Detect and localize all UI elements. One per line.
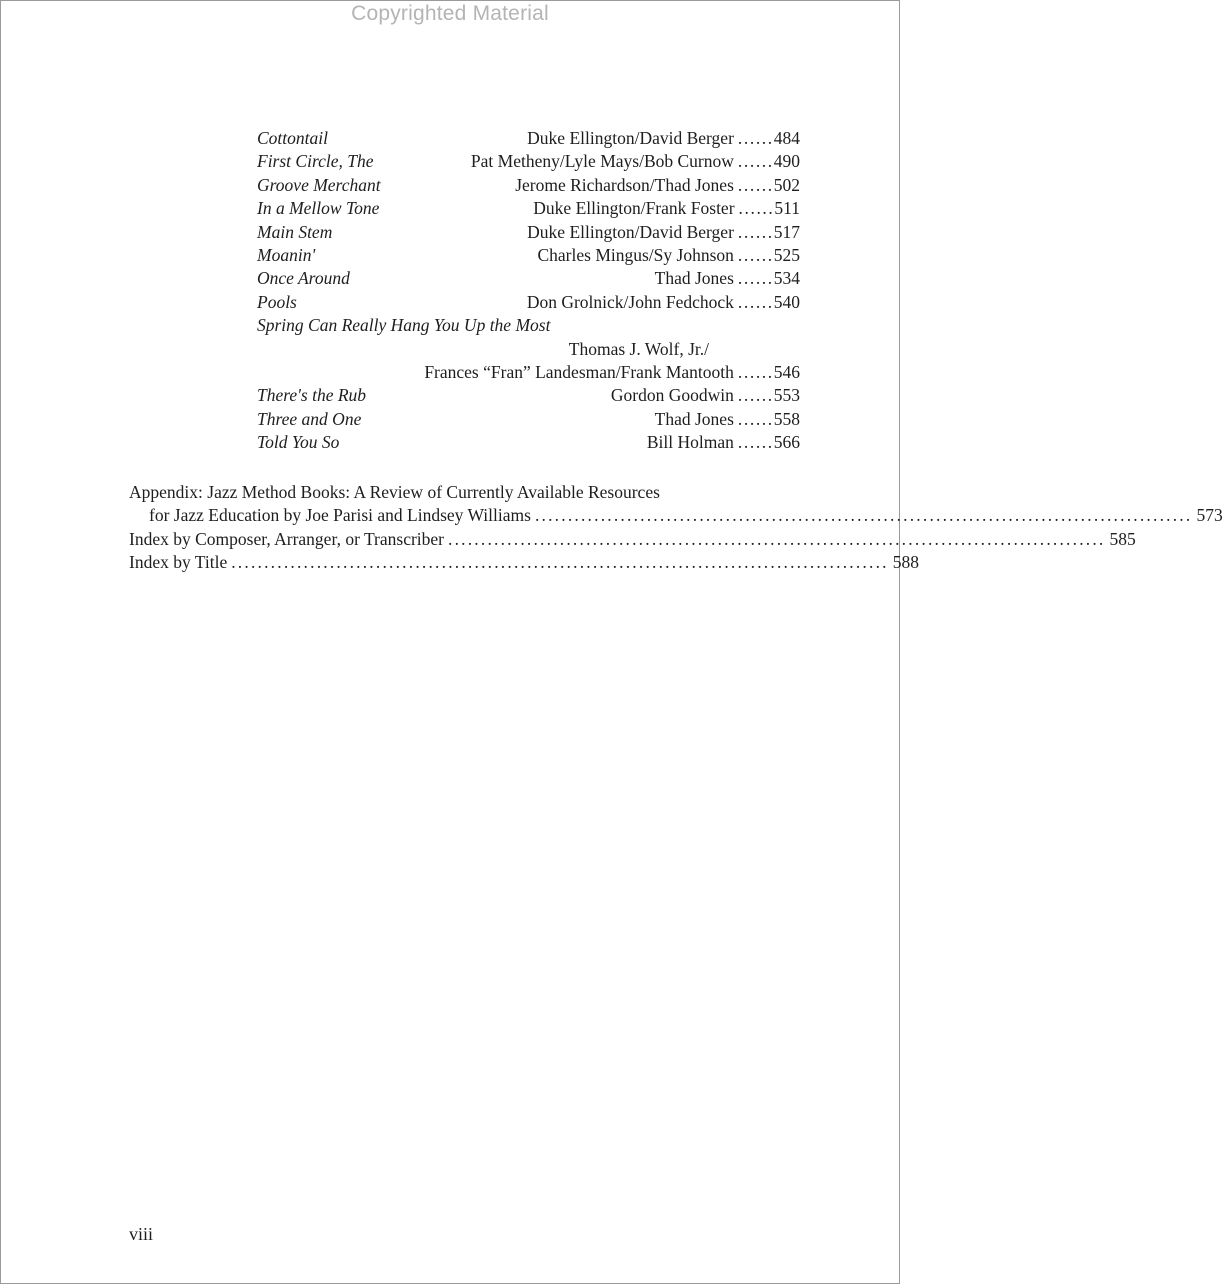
- entry-leader: ......: [737, 221, 774, 242]
- entry-page: 558: [773, 408, 800, 429]
- toc-entry[interactable]: [257, 408, 800, 431]
- entry-leader: ......: [737, 174, 774, 195]
- entry-page: 511: [774, 198, 800, 219]
- entry-page: 525: [773, 244, 800, 265]
- entry-leader: ......: [738, 198, 775, 219]
- entry-composer: Jerome Richardson/Thad Jones: [515, 174, 734, 195]
- entry-title: Three and One: [257, 408, 362, 429]
- entry-page: 502: [773, 174, 800, 195]
- appendix-title-line-2: for Jazz Education by Joe Parisi and Lindsey Williams: [149, 505, 531, 526]
- index-composer-title: Index by Composer, Arranger, or Transcriber: [129, 528, 444, 549]
- index-title-entry[interactable]: [129, 551, 919, 574]
- entry-leader: ......: [737, 268, 774, 289]
- toc-entry[interactable]: [257, 127, 800, 150]
- entry-page: 490: [773, 151, 800, 172]
- entry-title: Main Stem: [257, 221, 333, 242]
- entry-page: 546: [773, 361, 800, 382]
- entry-title: In a Mellow Tone: [257, 198, 380, 219]
- appendix-leader: ....................................................................................................: [534, 505, 1193, 526]
- appendix-entry[interactable]: [129, 481, 1223, 528]
- entry-composer: Charles Mingus/Sy Johnson: [537, 244, 734, 265]
- entry-page: 534: [773, 268, 800, 289]
- entry-title: Once Around: [257, 268, 350, 289]
- entry-title: Groove Merchant: [257, 174, 381, 195]
- page-folio: viii: [129, 1224, 154, 1244]
- entry-title: Moanin': [257, 244, 316, 265]
- toc-entry-multiline[interactable]: [257, 314, 800, 384]
- entry-title: Pools: [257, 291, 297, 312]
- index-title-leader: ....................................................................................................: [231, 552, 889, 573]
- index-composer-entry[interactable]: [129, 528, 1136, 551]
- toc-entry[interactable]: [257, 431, 800, 454]
- entry-leader: ......: [737, 128, 774, 148]
- entry-composer-line-2: Frances “Fran” Landesman/Frank Mantooth: [424, 361, 734, 382]
- index-title-title: Index by Title: [129, 552, 228, 573]
- entry-composer: Bill Holman: [646, 432, 734, 453]
- index-composer-leader: ....................................................................................................: [448, 528, 1106, 549]
- entry-leader: ......: [737, 151, 774, 172]
- index-composer-page: 585: [1109, 528, 1136, 549]
- entry-composer: Pat Metheny/Lyle Mays/Bob Curnow: [470, 151, 734, 172]
- back-matter: [129, 481, 1223, 575]
- entry-composer: Gordon Goodwin: [610, 385, 734, 406]
- entry-composer: Duke Ellington/Frank Foster: [533, 198, 735, 219]
- appendix-page: 573: [1196, 505, 1223, 526]
- entry-title: There's the Rub: [257, 385, 367, 406]
- entry-page: 553: [773, 385, 800, 406]
- appendix-title-line-1: Appendix: Jazz Method Books: A Review of Currently Available Resources: [129, 482, 660, 502]
- toc-entry[interactable]: [257, 267, 800, 290]
- index-title-page: 588: [892, 552, 919, 573]
- entry-leader: ......: [737, 361, 774, 382]
- toc-entry[interactable]: [257, 150, 800, 173]
- entry-page: 540: [773, 291, 800, 312]
- entry-leader: ......: [737, 385, 774, 406]
- entry-composer: Duke Ellington/David Berger: [527, 128, 734, 148]
- entry-title: Cottontail: [257, 128, 328, 148]
- entry-leader: ......: [737, 408, 774, 429]
- entry-composer: Don Grolnick/John Fedchock: [526, 291, 734, 312]
- entry-composer: Thad Jones: [654, 268, 734, 289]
- toc-entry[interactable]: [257, 221, 800, 244]
- entry-page: 517: [773, 221, 800, 242]
- entry-page: 484: [773, 128, 800, 148]
- toc-entry[interactable]: [257, 174, 800, 197]
- entry-page: 566: [773, 432, 800, 453]
- entry-composer: Duke Ellington/David Berger: [527, 221, 734, 242]
- entry-title: Spring Can Really Hang You Up the Most: [257, 315, 551, 336]
- toc-entry[interactable]: [257, 197, 800, 220]
- entry-leader: ......: [737, 291, 774, 312]
- entry-title: First Circle, The: [257, 151, 374, 172]
- toc-entry[interactable]: [257, 291, 800, 314]
- entry-title: Told You So: [257, 432, 340, 453]
- watermark: Copyrighted Material: [351, 2, 549, 25]
- toc-entries: [257, 127, 800, 454]
- entry-composer: Thad Jones: [654, 408, 734, 429]
- toc-entry[interactable]: [257, 244, 800, 267]
- toc-entry[interactable]: [257, 384, 800, 407]
- entry-leader: ......: [737, 432, 774, 453]
- entry-leader: ......: [737, 244, 774, 265]
- entry-composer-line-1: Thomas J. Wolf, Jr./: [568, 338, 709, 359]
